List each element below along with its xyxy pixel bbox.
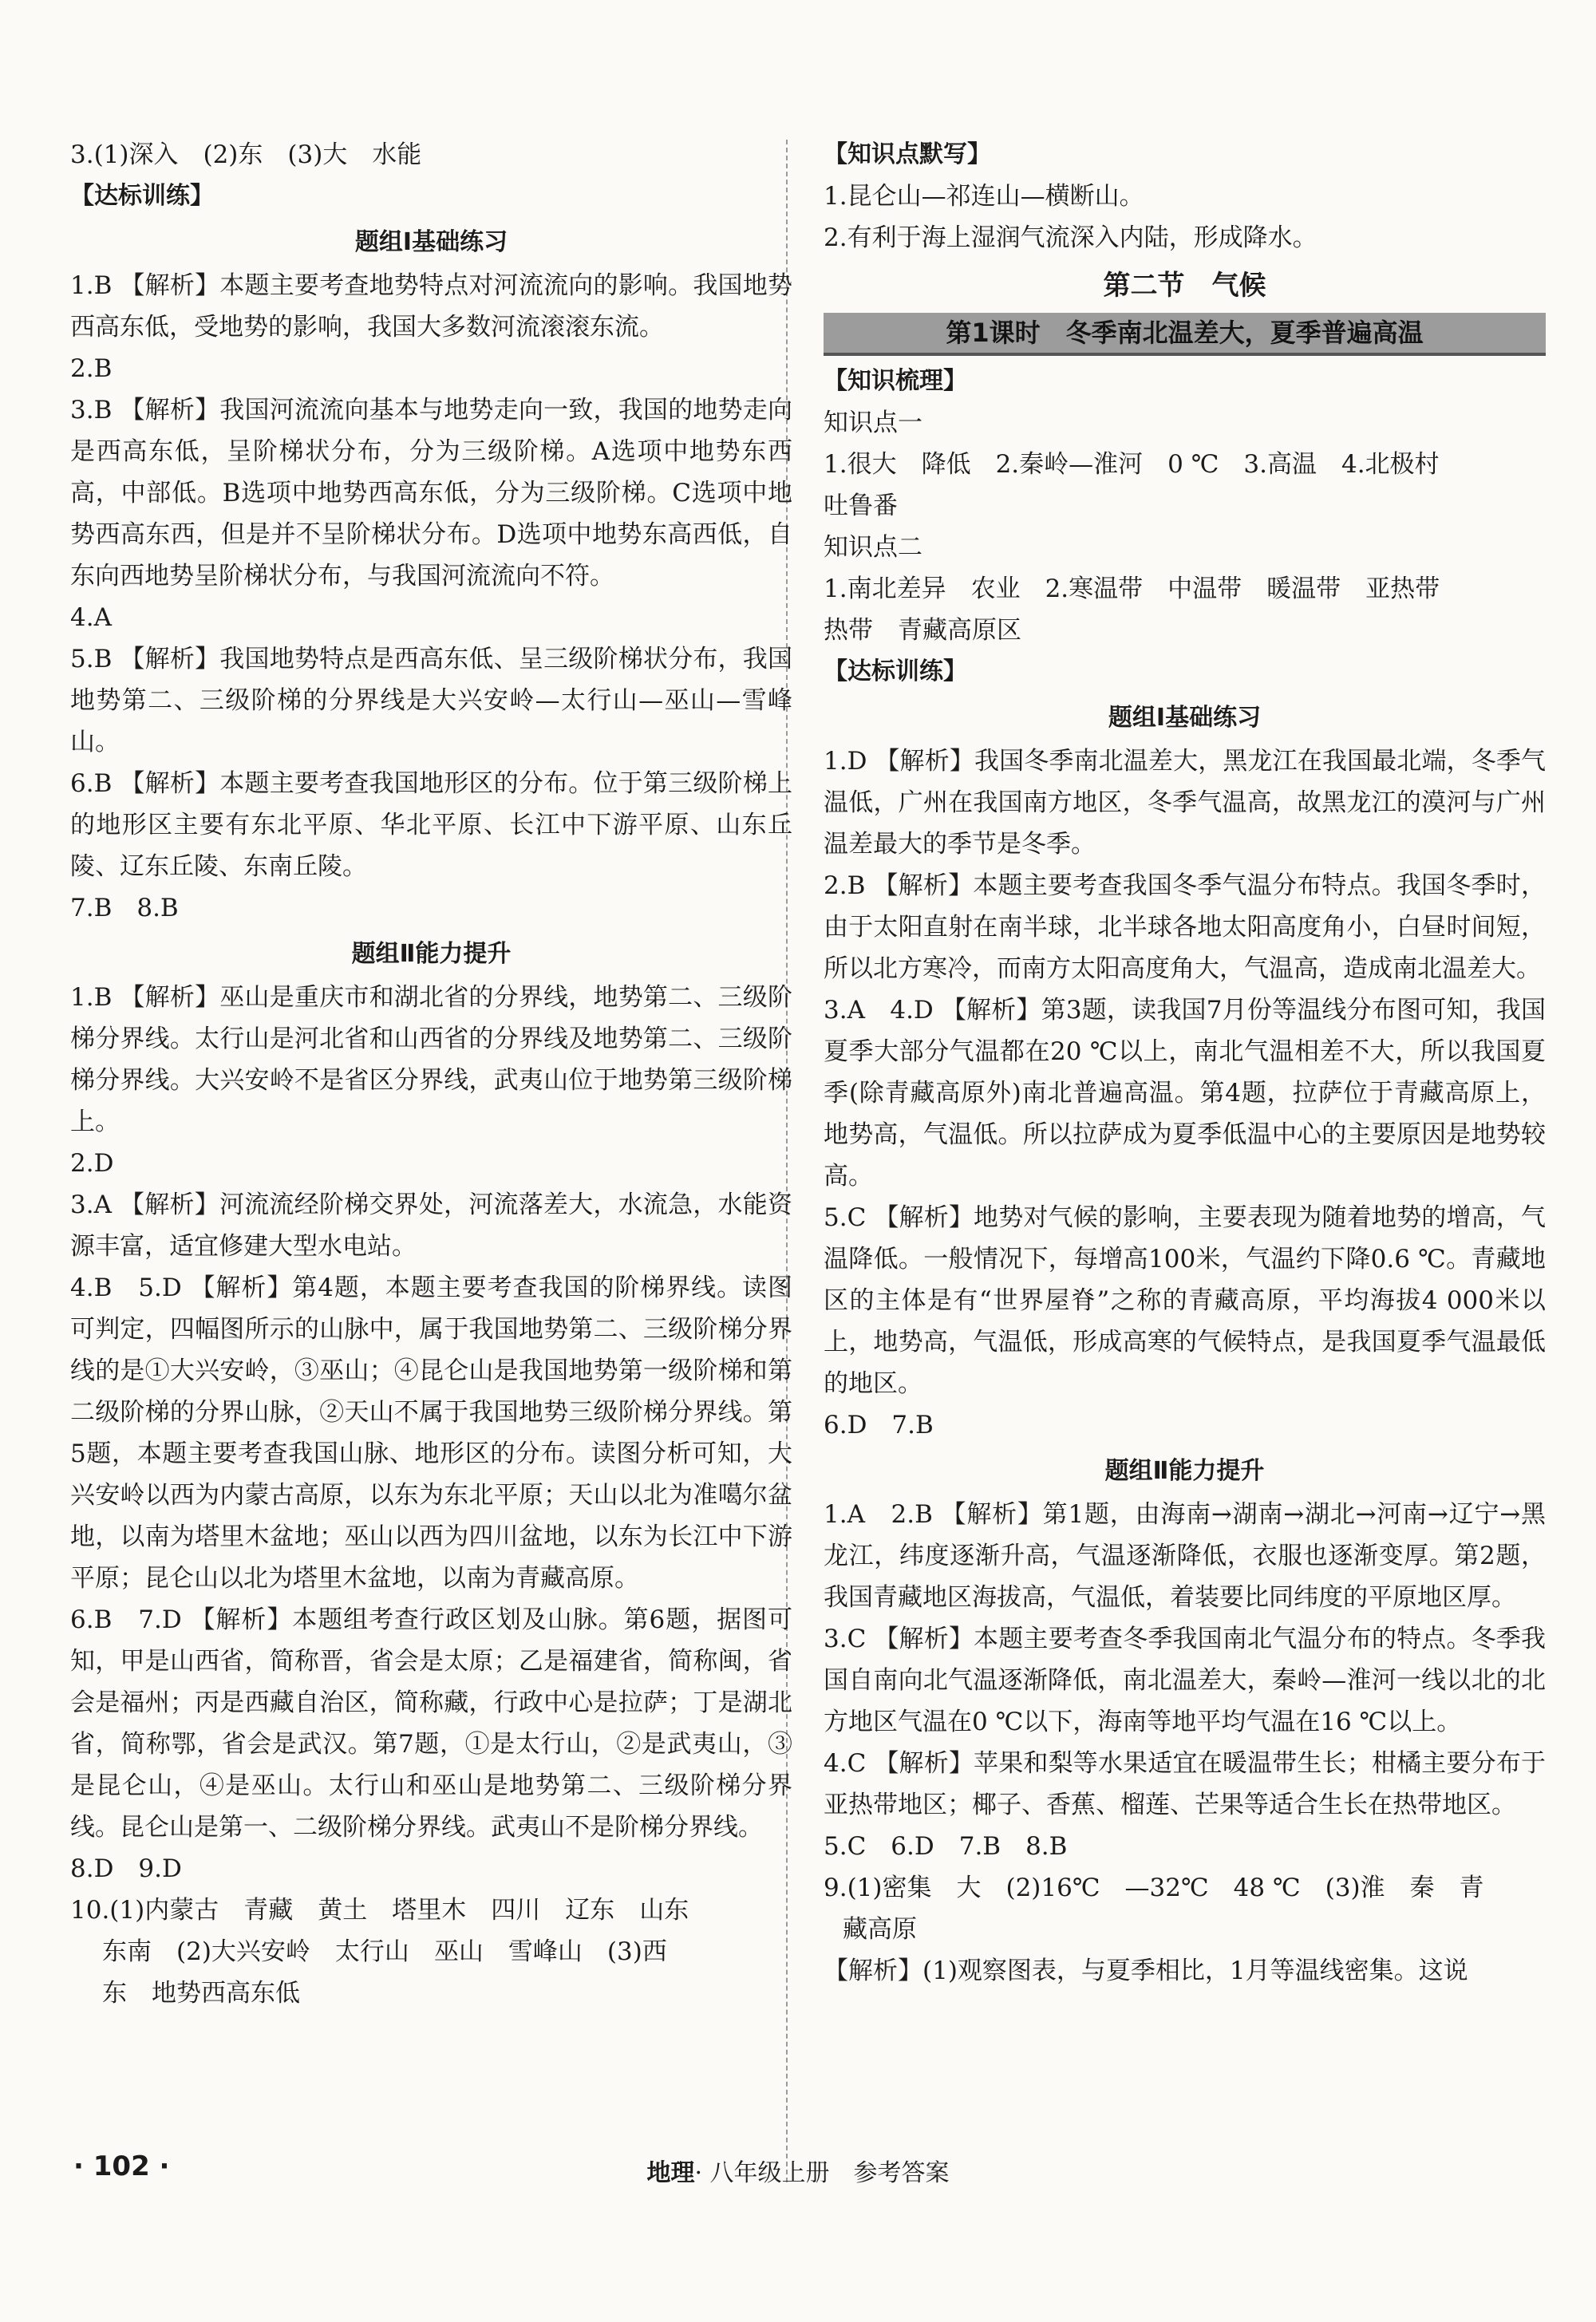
answer-item: 2.B [70, 354, 113, 383]
answer-line: 1.南北差异 农业 2.寒温带 中温带 暖温带 亚热带 [824, 575, 1440, 603]
footer-grade: · 八年级上册 参考答案 [694, 2159, 950, 2187]
left-column [70, 134, 792, 2014]
answer-item: 4.B 5.D 【解析】第4题，本题主要考查我国的阶梯界线。读图可判定，四幅图所示的山脉中，属于我国地势第二、三级阶梯分界线的是①大兴安岭，③巫山；④昆仑山是我国地势第一级阶梯和第二级阶梯的分界山脉，②天山不属于我国地势三级阶梯分界线。第5题，本题主要考查我国山脉、地形区的分布。读图分析可知，大兴安岭以西为内蒙古高原，以东为东北平原；天山以北为准噶尔盆地，以南为塔里木盆地；巫山以西为四川盆地，以东为长江中下游平原；昆仑山以北为塔里木盆地，以南为青藏高原。 [70, 1274, 792, 1593]
section-tag: 【达标训练】 [70, 182, 214, 210]
lesson-title: 第1课时 冬季南北温差大，夏季普遍高温 [824, 313, 1546, 356]
answer-item: 2.B 【解析】本题主要考查我国冬季气温分布特点。我国冬季时，由于太阳直射在南半球，北半球各地太阳高度角小，白昼时间短，所以北方寒冷，而南方太阳高度角大，气温高，造成南北温差大。 [824, 871, 1546, 983]
answer-line: 吐鲁番 [824, 492, 898, 520]
answer-item-cont: 藏高原 [843, 1915, 917, 1944]
group-title: 题组Ⅱ能力提升 [351, 940, 512, 968]
answer-item: 3.C 【解析】本题主要考查冬季我国南北气温分布的特点。冬季我国自南向北气温逐渐降低，南北温差大，秦岭—淮河一线以北的北方地区气温在0 ℃以下，海南等地平均气温在16 ℃以上。 [824, 1625, 1546, 1736]
answer-line: 2.有利于海上湿润气流深入内陆，形成降水。 [824, 223, 1317, 252]
answer-item: 4.A [70, 603, 112, 632]
footer-title [0, 2153, 1596, 2188]
answer-line: 1.昆仑山—祁连山—横断山。 [824, 182, 1144, 211]
answer-item: 3.A 4.D 【解析】第3题，读我国7月份等温线分布图可知，我国夏季大部分气温都在20 ℃以上，南北气温相差不大，所以我国夏季(除青藏高原外)南北普遍高温。第4题，拉萨位于青藏高原上，地势高，气温低。所以拉萨成为夏季低温中心的主要原因是地势较高。 [824, 996, 1546, 1191]
knowledge-point-label: 知识点一 [824, 409, 922, 437]
answer-line: 3.(1)深入 (2)东 (3)大 水能 [70, 140, 422, 169]
group-title: 题组Ⅱ能力提升 [1104, 1457, 1265, 1485]
answer-item: 1.B 【解析】巫山是重庆市和湖北省的分界线，地势第二、三级阶梯分界线。太行山是河北省和山西省的分界线及地势第二、三级阶梯分界线。大兴安岭不是省区分界线，武夷山位于地势第三级阶梯上。 [70, 983, 792, 1136]
answer-line: 1.很大 降低 2.秦岭—淮河 0 ℃ 3.高温 4.北极村 [824, 450, 1440, 479]
answer-item: 6.B 7.D 【解析】本题组考查行政区划及山脉。第6题，据图可知，甲是山西省，简称晋，省会是太原；乙是福建省，简称闽，省会是福州；丙是西藏自治区，简称藏，行政中心是拉萨；丁是湖北省，简称鄂，省会是武汉。第7题，①是太行山，②是武夷山，③是昆仑山，④是巫山。太行山和巫山是地势第二、三级阶梯分界线。昆仑山是第一、二级阶梯分界线。武夷山不是阶梯分界线。 [70, 1605, 792, 1842]
group-title: 题组Ⅰ基础练习 [354, 228, 508, 256]
answer-item: 1.A 2.B 【解析】第1题，由海南→湖南→湖北→河南→辽宁→黑龙江，纬度逐渐升高，气温逐渐降低，衣服也逐渐变厚。第2题，我国青藏地区海拔高，气温低，着装要比同纬度的平原地区厚。 [824, 1500, 1546, 1612]
page-number: · 102 · [73, 2150, 170, 2182]
answer-item: 9.(1)密集 大 (2)16℃ —32℃ 48 ℃ (3)淮 秦 青 [824, 1874, 1484, 1902]
answer-item: 10.(1)内蒙古 青藏 黄土 塔里木 四川 辽东 山东 [70, 1896, 689, 1925]
right-column [824, 134, 1546, 1992]
answer-item: 5.C 6.D 7.B 8.B [824, 1832, 1068, 1861]
answer-item: 【解析】(1)观察图表，与夏季相比，1月等温线密集。这说 [824, 1957, 1468, 1985]
answer-item: 7.B 8.B [70, 894, 179, 922]
footer-subject: 地理 [646, 2159, 695, 2187]
answer-item: 4.C 【解析】苹果和梨等水果适宜在暖温带生长；柑橘主要分布于亚热带地区；椰子、香蕉、榴莲、芒果等适合生长在热带地区。 [824, 1749, 1546, 1819]
answer-item-cont: 东南 (2)大兴安岭 太行山 巫山 雪峰山 (3)西 [102, 1937, 667, 1966]
answer-item: 1.D 【解析】我国冬季南北温差大，黑龙江在我国最北端，冬季气温低，广州在我国南方地区，冬季气温高，故黑龙江的漠河与广州温差最大的季节是冬季。 [824, 747, 1546, 859]
section-tag: 【知识梳理】 [824, 367, 967, 395]
knowledge-point-label: 知识点二 [824, 533, 922, 562]
answer-item: 5.C 【解析】地势对气候的影响，主要表现为随着地势的增高，气温降低。一般情况下，每增高100米，气温约下降0.6 ℃。青藏地区的主体是有“世界屋脊”之称的青藏高原，平均海拔4 000米以上，地势高，气温低，形成高寒的气候特点，是我国夏季气温最低的地区。 [824, 1203, 1546, 1398]
answer-item: 2.D [70, 1149, 114, 1178]
answer-item: 3.B 【解析】我国河流流向基本与地势走向一致，我国的地势走向是西高东低，呈阶梯状分布，分为三级阶梯。A选项中地势东西高，中部低。B选项中地势西高东低，分为三级阶梯。C选项中地势西高东西，但是并不呈阶梯状分布。D选项中地势东高西低，自东向西地势呈阶梯状分布，与我国河流流向不符。 [70, 396, 792, 590]
answer-item-cont: 东 地势西高东低 [102, 1979, 300, 2008]
answer-item: 6.B 【解析】本题主要考查我国地形区的分布。位于第三级阶梯上的地形区主要有东北平原、华北平原、长江中下游平原、山东丘陵、辽东丘陵、东南丘陵。 [70, 769, 792, 881]
section-title: 第二节 气候 [1103, 270, 1266, 302]
section-tag: 【知识点默写】 [824, 140, 991, 168]
answer-line: 热带 青藏高原区 [824, 616, 1021, 645]
answer-item: 3.A 【解析】河流流经阶梯交界处，河流落差大，水流急，水能资源丰富，适宜修建大型水电站。 [70, 1191, 792, 1261]
answer-item: 5.B 【解析】我国地势特点是西高东低、呈三级阶梯状分布，我国地势第二、三级阶梯的分界线是大兴安岭—太行山—巫山—雪峰山。 [70, 645, 792, 756]
answer-item: 1.B 【解析】本题主要考查地势特点对河流流向的影响。我国地势西高东低，受地势的影响，我国大多数河流滚滚东流。 [70, 271, 792, 342]
group-title: 题组Ⅰ基础练习 [1108, 704, 1262, 732]
answer-item: 8.D 9.D [70, 1854, 182, 1883]
section-tag: 【达标训练】 [824, 658, 967, 685]
answer-item: 6.D 7.B [824, 1411, 934, 1439]
